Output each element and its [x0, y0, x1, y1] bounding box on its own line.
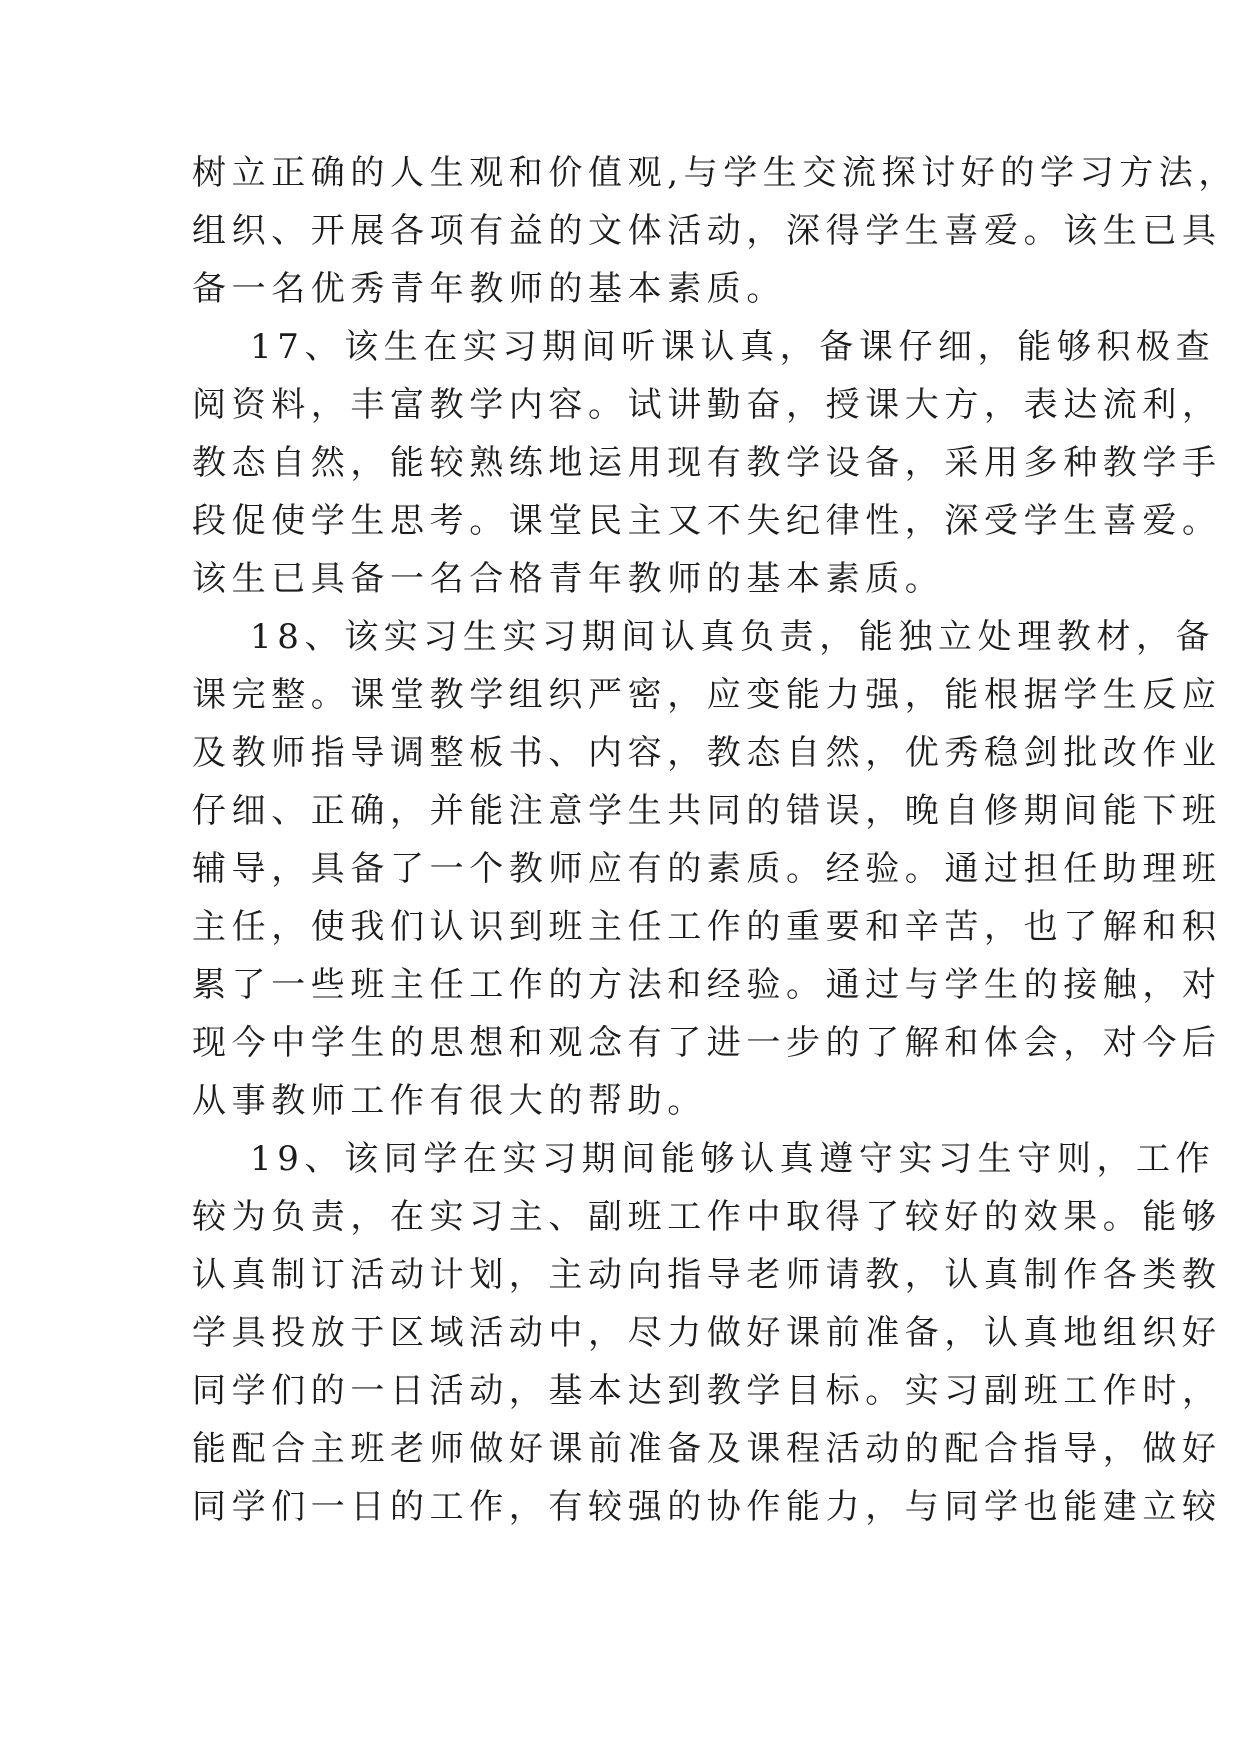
- text-line: 课完整。课堂教学组织严密，应变能力强，能根据学生反应: [192, 675, 1222, 715]
- paragraph-17-start: 17、该生在实习期间听课认真，备课仔细，能够积极查: [250, 327, 1216, 367]
- text-line: 该生已具备一名合格青年教师的基本素质。: [192, 559, 945, 599]
- text-line: 能配合主班老师做好课前准备及课程活动的配合指导，做好: [192, 1429, 1222, 1469]
- text-line: 主任，使我们认识到班主任工作的重要和辛苦，也了解和积: [192, 907, 1222, 947]
- text-line: 仔细、正确，并能注意学生共同的错误，晚自修期间能下班: [192, 791, 1222, 831]
- text-line: 阅资料，丰富教学内容。试讲勤奋，授课大方，表达流利，: [192, 385, 1222, 425]
- text-line: 及教师指导调整板书、内容，教态自然，优秀稳剑批改作业: [192, 733, 1222, 773]
- paragraph-19-start: 19、该同学在实习期间能够认真遵守实习生守则，工作: [250, 1139, 1216, 1179]
- text-line: 从事教师工作有很大的帮助。: [192, 1081, 707, 1121]
- text-line: 组织、开展各项有益的文体活动，深得学生喜爱。该生已具: [192, 211, 1222, 251]
- text-line: 辅导，具备了一个教师应有的素质。经验。通过担任助理班: [192, 849, 1222, 889]
- text-line: 段促使学生思考。课堂民主又不失纪律性，深受学生喜爱。: [192, 501, 1222, 541]
- paragraph-18-start: 18、该实习生实习期间认真负责，能独立处理教材，备: [250, 617, 1216, 657]
- text-line: 备一名优秀青年教师的基本素质。: [192, 269, 786, 309]
- text-line: 树立正确的人生观和价值观,与学生交流探讨好的学习方法，: [192, 153, 1239, 193]
- text-line: 同学们一日的工作，有较强的协作能力，与同学也能建立较: [192, 1487, 1222, 1527]
- text-line: 同学们的一日活动，基本达到教学目标。实习副班工作时，: [192, 1371, 1222, 1411]
- text-line: 较为负责，在实习主、副班工作中取得了较好的效果。能够: [192, 1197, 1222, 1237]
- text-line: 现今中学生的思想和观念有了进一步的了解和体会，对今后: [192, 1023, 1222, 1063]
- text-line: 累了一些班主任工作的方法和经验。通过与学生的接触，对: [192, 965, 1222, 1005]
- text-line: 认真制订活动计划，主动向指导老师请教，认真制作各类教: [192, 1255, 1222, 1295]
- text-line: 教态自然，能较熟练地运用现有教学设备，采用多种教学手: [192, 443, 1222, 483]
- text-line: 学具投放于区域活动中，尽力做好课前准备，认真地组织好: [192, 1313, 1222, 1353]
